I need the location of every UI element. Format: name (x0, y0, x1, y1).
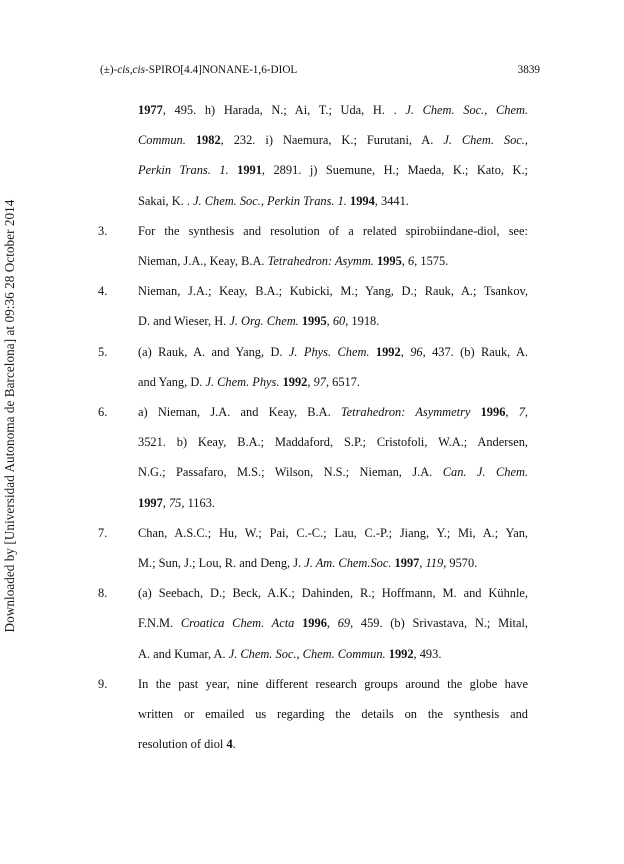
reference-text: , (162, 495, 169, 510)
italic-text: 69 (337, 616, 351, 631)
reference-text: , (326, 314, 333, 329)
reference-line (138, 518, 528, 548)
reference-line (138, 608, 528, 638)
reference-item (98, 518, 528, 578)
italic-text: 96 (410, 344, 423, 359)
reference-text: , 1918. (345, 314, 380, 329)
italic-text: J. Phys. Chem. (288, 344, 370, 359)
bold-text: 1991 (237, 163, 262, 178)
reference-text: , 1163. (181, 495, 215, 510)
reference-text: In the past year, nine different research groups around the globe have (138, 676, 528, 691)
reference-text: , 459. (b) Srivastava, N.; Mital, (350, 616, 529, 631)
reference-text: (a) Rauk, A. and Yang, D. (138, 344, 289, 359)
reference-line (138, 155, 528, 185)
italic-text: 119 (425, 556, 444, 571)
reference-text: written or emailed us regarding the details on the synthesis and (138, 707, 528, 722)
reference-line (138, 699, 528, 729)
reference-text: Sakai, K. . (138, 193, 194, 208)
reference-line (138, 639, 528, 669)
bold-text: 1992 (282, 374, 308, 389)
reference-text: F.N.M. (138, 616, 181, 631)
reference-text: (a) Seebach, D.; Beck, A.K.; Dahinden, R.; Hoffmann, M. and Kühnle, (138, 586, 528, 601)
reference-text: . (232, 737, 236, 752)
reference-number: 4. (98, 284, 108, 299)
reference-line (138, 669, 528, 699)
italic-text: Can. J. Chem. (442, 465, 528, 480)
reference-text: resolution of diol (138, 737, 227, 752)
reference-text: , (307, 374, 314, 389)
reference-line (138, 457, 528, 487)
reference-line (138, 578, 528, 608)
reference-text (186, 133, 196, 147)
running-head-title (100, 64, 297, 76)
italic-text: Perkin Trans. 1. (138, 163, 229, 178)
reference-item (98, 669, 528, 760)
reference-text: A. and Kumar, A. (138, 646, 229, 661)
bold-text: 4 (226, 737, 233, 752)
reference-text: , 232. i) Naemura, K.; Furutani, A. (220, 133, 444, 148)
page-number: 3839 (517, 64, 540, 76)
reference-line (138, 246, 528, 276)
reference-line (138, 488, 528, 518)
reference-text: , (326, 616, 338, 631)
bold-text: 1996 (302, 616, 327, 631)
italic-text: 6 (407, 254, 415, 269)
reference-line (138, 729, 528, 759)
running-head-title-suffix: -SPIRO[4.4]NONANE-1,6-DIOL (144, 64, 298, 76)
reference-item (98, 337, 528, 397)
reference-item (98, 578, 528, 669)
bold-text: 1995 (301, 314, 327, 329)
italic-text: Tetrahedron: Asymm. (267, 254, 374, 269)
reference-line (138, 397, 528, 427)
bold-text: 1997 (394, 556, 420, 571)
reference-text: a) Nieman, J.A. and Keay, B.A. (138, 405, 341, 420)
italic-text: 7 (518, 405, 525, 420)
reference-number: 3. (98, 223, 108, 238)
download-stamp (1, 166, 19, 666)
reference-number: 6. (98, 405, 108, 420)
italic-text: J. Chem. Soc., Perkin Trans. 1. (193, 193, 347, 208)
reference-text: , (419, 556, 426, 571)
reference-item (98, 216, 528, 276)
reference-text: , 3441. (374, 193, 409, 208)
reference-text: , (524, 405, 529, 420)
reference-text: , 437. (b) Rauk, A. (422, 344, 529, 359)
running-head-title-italic: cis,cis (117, 64, 145, 76)
reference-text: , 6517. (325, 374, 361, 389)
italic-text: J. Chem. Soc., (443, 133, 528, 148)
italic-text: 97 (313, 374, 326, 389)
reference-line (138, 216, 528, 246)
bold-text: 1982 (195, 133, 221, 148)
bold-text: 1996 (480, 405, 506, 420)
reference-text (229, 163, 237, 177)
reference-text: D. and Wieser, H. (138, 314, 230, 329)
reference-number: 9. (98, 676, 108, 691)
reference-text: M.; Sun, J.; Lou, R. and Deng, J. (138, 556, 305, 571)
reference-text: , 493. (413, 646, 442, 661)
reference-text: , (505, 405, 519, 420)
reference-text: Nieman, J.A.; Keay, B.A.; Kubicki, M.; Yang, D.; Rauk, A.; Tsankov, (138, 284, 528, 299)
reference-text (294, 616, 302, 630)
italic-text: Commun. (138, 133, 186, 148)
reference-line (138, 186, 528, 216)
reference-number: 5. (98, 344, 108, 359)
reference-item (98, 276, 528, 336)
reference-line (138, 548, 528, 578)
bold-text: 1994 (350, 193, 375, 208)
italic-text: J. Am. Chem.Soc. (304, 556, 392, 571)
running-head-title-prefix: (±)- (100, 64, 118, 76)
reference-item (98, 397, 528, 518)
reference-text: 3521. b) Keay, B.A.; Maddaford, S.P.; Cristofoli, W.A.; Andersen, (138, 435, 528, 450)
reference-text: Nieman, J.A., Keay, B.A. (138, 254, 268, 269)
download-stamp-text: Downloaded by [Universidad Autonoma de Barcelona] at 09:36 28 October 2014 (2, 199, 17, 633)
reference-line (138, 95, 528, 125)
running-head (100, 64, 540, 84)
reference-item (98, 95, 528, 216)
reference-text: Chan, A.S.C.; Hu, W.; Pai, C.-C.; Lau, C.-P.; Jiang, Y.; Mi, A.; Yan, (138, 525, 528, 540)
reference-text: , (401, 254, 408, 269)
reference-line (138, 427, 528, 457)
bold-text: 1977 (138, 103, 163, 117)
reference-line (138, 276, 528, 306)
reference-list (98, 95, 528, 759)
reference-line (138, 306, 528, 336)
bold-text: 1992 (375, 344, 401, 359)
italic-text: J. Org. Chem. (229, 314, 299, 329)
reference-text: , 1575. (414, 254, 449, 269)
bold-text: 1992 (388, 646, 414, 661)
reference-line (138, 125, 528, 155)
reference-text: N.G.; Passafaro, M.S.; Wilson, N.S.; Nieman, J.A. (138, 465, 443, 480)
reference-number: 7. (98, 525, 108, 540)
bold-text: 1997 (138, 495, 163, 510)
reference-text: , (400, 344, 411, 359)
reference-number: 8. (98, 586, 108, 601)
reference-line (138, 367, 528, 397)
reference-line (138, 337, 528, 367)
italic-text: Tetrahedron: Asymmetry (340, 405, 471, 420)
italic-text: J. Chem. Soc., Chem. (405, 103, 528, 117)
reference-text: , 2891. j) Suemune, H.; Maeda, K.; Kato, K.; (261, 163, 528, 178)
italic-text: Croatica Chem. Acta (180, 616, 295, 631)
reference-text (470, 405, 480, 419)
italic-text: J. Chem. Soc., Chem. Commun. (228, 646, 386, 661)
italic-text: 75 (168, 495, 182, 510)
italic-text: J. Chem. Phys. (205, 374, 280, 389)
reference-text: , 9570. (443, 556, 478, 571)
bold-text: 1995 (376, 254, 402, 269)
reference-text: For the synthesis and resolution of a related spirobiindane-diol, see: (138, 223, 528, 238)
reference-text: and Yang, D. (138, 374, 206, 389)
italic-text: 60 (332, 314, 346, 329)
reference-text: , 495. h) Harada, N.; Ai, T.; Uda, H. . (162, 103, 406, 117)
